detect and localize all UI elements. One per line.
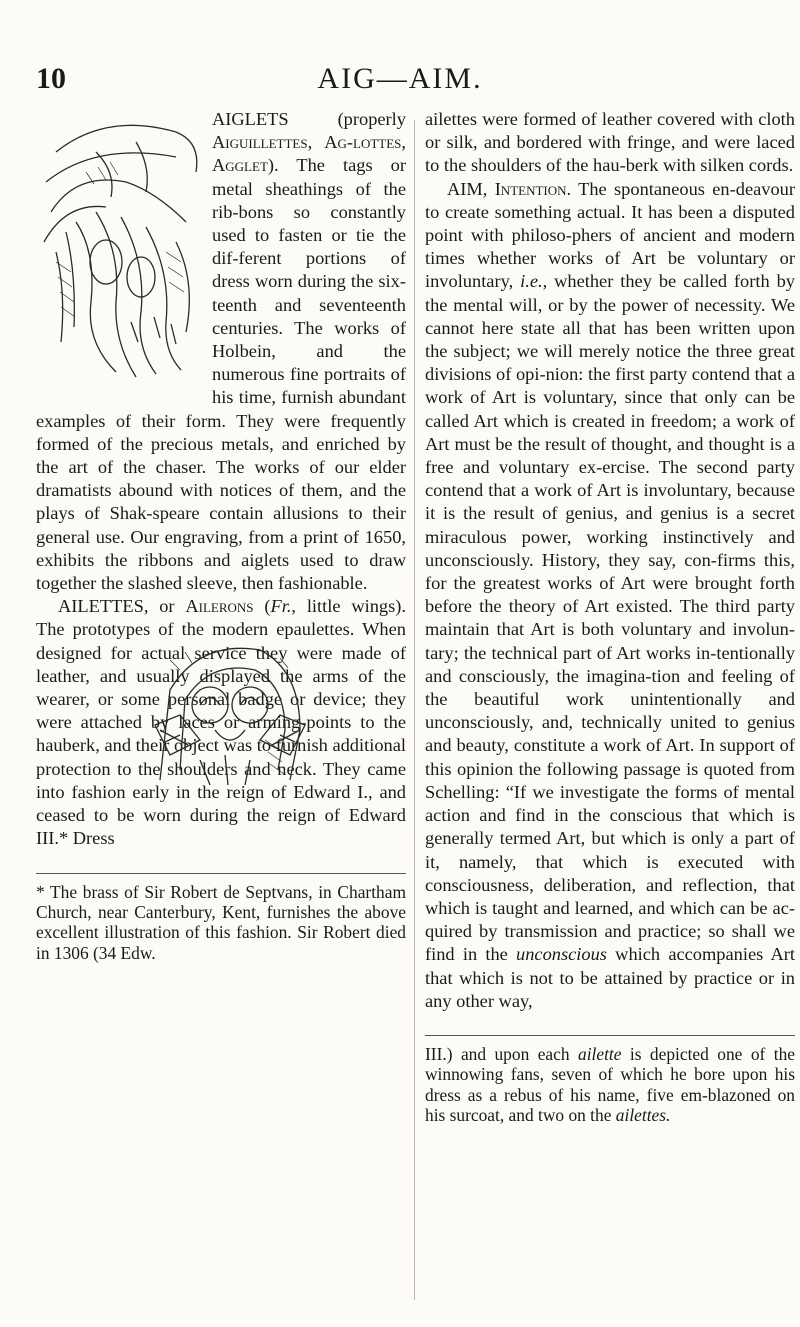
footnote-left: * The brass of Sir Robert de Septvans, in Chartham Church, near Canterbury, Kent, furnishes the above excellent illustration of this fashion. Sir Robert died in 1306 (34 Edw.	[36, 881, 406, 963]
ailettes-continuation: ailettes were formed of leather covered with cloth or silk, and bordered with fringe, and were laced to the shoulders of the hau-berk with silken cords.	[425, 109, 795, 176]
running-title: AIG—AIM.	[317, 62, 483, 95]
ie-abbrev: i.e.	[520, 271, 543, 292]
footnote-right	[425, 1044, 795, 1126]
aiguillettes-term: Aiguillettes	[212, 132, 308, 153]
footnote-right-b: is depicted one of the winnowing fans, seven of which he bore upon his dress as a rebus of his name, five em-blazoned on his surcoat, and two on the	[425, 1043, 795, 1126]
left-column	[36, 108, 406, 963]
intention-term: Intention	[494, 178, 567, 199]
aim-text-3: which accompanies Art that which is not to be attained by practice or in any other way,	[425, 944, 795, 1011]
aiglets-entry: AIGLETS (properly Aiguillettes, Ag-lottes, Agglet). The tags or metal sheathings of the rib-bons so constantly used to fasten or tie the dif-ferent portions of dress worn during the six-teenth and seventeenth centuries. The works of Holbein, and the numerous fine portraits of his time, furnish abundant examples of their form. They were frequently formed of the precious metals, and enriched by the art of the chaser. The works of our elder dramatists abound with notices of them, and the plays of Shak-speare contain allusions to their general use. Our engraving, from a print of 1650, exhibits the ribbons and aiglets used to draw together the slashed sleeve, then fashionable.	[36, 109, 406, 594]
aiglets-body: . The tags or metal sheathings of the rib-bons so constantly used to fasten or tie the dif-ferent portions of dress worn during the six-teenth and seventeenth centuries. The works of Holbein, and the numerous fine portraits of his time, furnish abundant examples of their form. They were frequently formed of the precious metals, and enriched by the art of the chaser. The works of our elder dramatists abound with notices of them, and the plays of Shak-speare contain allusions to their general use. Our engraving, from a print of 1650, exhibits the ribbons and aiglets used to draw together the slashed sleeve, then fashionable.	[36, 155, 406, 594]
footnote-rule-right	[425, 1035, 795, 1036]
ailettes-or: , or	[143, 596, 175, 617]
footnote-right-a: III.) and upon each	[425, 1043, 570, 1064]
ailerons-term: Ailerons	[185, 596, 254, 617]
footnote-rule	[36, 873, 406, 874]
column-divider	[414, 120, 415, 1300]
aim-text-2: , whether they be called forth by the mental will, or by the power of necessity. We cannot here state all that has been written upon the subject; we will merely notice the three great divisions of opi-nion: the first party contend that a work of Art is voluntary, since that only can be called Art which is created in freedom; a work of Art must be the result of thought, and thought is a free and voluntary ex-ercise. The second party contend that a work of Art is involuntary, because it is the result of genius, and genius is a secret miraculous power, working instinctively and unconsciously. History, they say, con-firms this, for the greatest works of Art were brought forth before the theory of Art existed. The third party maintain that Art is both voluntary and involun-tary; the technical part of Art works in-tentionally and consciously, the imagina-tion and feeling of the beautiful work unintentionally and unconsciously, and, technically united to genius and beauty, constitute a work of Art. In support of this opinion the following passage is quoted from Schelling: “If we investigate the forms of mental action and find in the conscious that which is generally termed Art, but which is only a part of it, namely, that which is executed with consciousness, deliberation, and reflection, that which is taught and learned, and which can be ac-quired by transmission and practice; so shall we find in the	[425, 271, 795, 965]
agglet-term: Agglet	[212, 155, 268, 176]
page-header	[0, 62, 800, 102]
ailettes-body: , little wings). The prototypes of the modern epaulettes. When designed for actual service they were made of leather, and usually displayed the arms of the wearer, or some personal badge or device; they were attached by laces or arming-points to the hauberk, and their object was to furnish additional protection to the shoulders and neck. They came into fashion early in the reign of Edward I., and ceased to be worn during the reign of Edward III.* Dress	[36, 596, 406, 849]
ag-term: Ag-	[324, 132, 353, 153]
page-number: 10	[36, 62, 66, 95]
aim-entry: AIM, Intention. The spontaneous en-deavour to create something actual. It has been a disputed point with philoso-phers of ancient and modern times whether works of Art be voluntary or involuntary, i.e., whether they be called forth by the mental will, or by the power of necessity. We cannot here state all that has been written upon the subject; we will merely notice the three great divisions of opi-nion: the first party contend that a work of Art is voluntary, since that only can be called Art which is created in freedom; a work of Art must be the result of thought, and thought is a free and voluntary ex-ercise. The second party contend that a work of Art is involuntary, because it is the result of genius, and genius is a secret miraculous power, working instinctively and unconsciously. History, they say, con-firms this, for the greatest works of Art were brought forth before the theory of Art existed. The third party maintain that Art is both voluntary and involun-tary; the technical part of Art works in-tentionally and consciously, the imagina-tion and feeling of the beautiful work unintentionally and unconsciously, and, technically united to genius and beauty, constitute a work of Art. In support of this opinion the following passage is quoted from Schelling: “If we investigate the forms of mental action and find in the conscious that which is generally termed Art, but which is only a part of it, namely, that which is executed with consciousness, deliberation, and reflection, that which is taught and learned, and which can be ac-quired by transmission and practice; so shall we find in the unconscious which accompanies Art that which is not to be attained by practice or in any other way,	[425, 178, 795, 1011]
fr-abbrev: Fr.	[270, 596, 292, 617]
right-column	[425, 108, 795, 1126]
lottes-term: lottes	[353, 132, 402, 153]
aim-text-1: . The spontaneous en-deavour to create something actual. It has been a disputed point with philoso-phers of ancient and modern times whether works of Art be voluntary or involuntary,	[425, 178, 795, 292]
aiglets-intro: (properly	[337, 109, 406, 129]
unconscious-term: unconscious	[516, 944, 607, 965]
aiglets-sleeve-illustration	[36, 112, 204, 392]
ailettes-word: ailettes.	[615, 1105, 671, 1126]
ailette-word: ailette	[578, 1043, 622, 1064]
aim-headword: AIM	[447, 178, 483, 199]
ailettes-headword: AILETTES	[58, 596, 144, 617]
ailettes-entry: AILETTES, or Ailerons (Fr., little wings). The prototypes of the modern epaulettes. When designed for actual service they were made of leather, and usually displayed the arms of the wearer, or some personal badge or device; they were attached by laces or arming-points to the hauberk, and their object was to furnish additional protection to the shoulders and neck. They came into fashion early in the reign of Edward I., and ceased to be worn during the reign of Edward III.* Dress	[36, 596, 406, 849]
ailettes-brass-illustration	[140, 630, 320, 790]
aiglets-headword: AIGLETS	[212, 109, 289, 129]
